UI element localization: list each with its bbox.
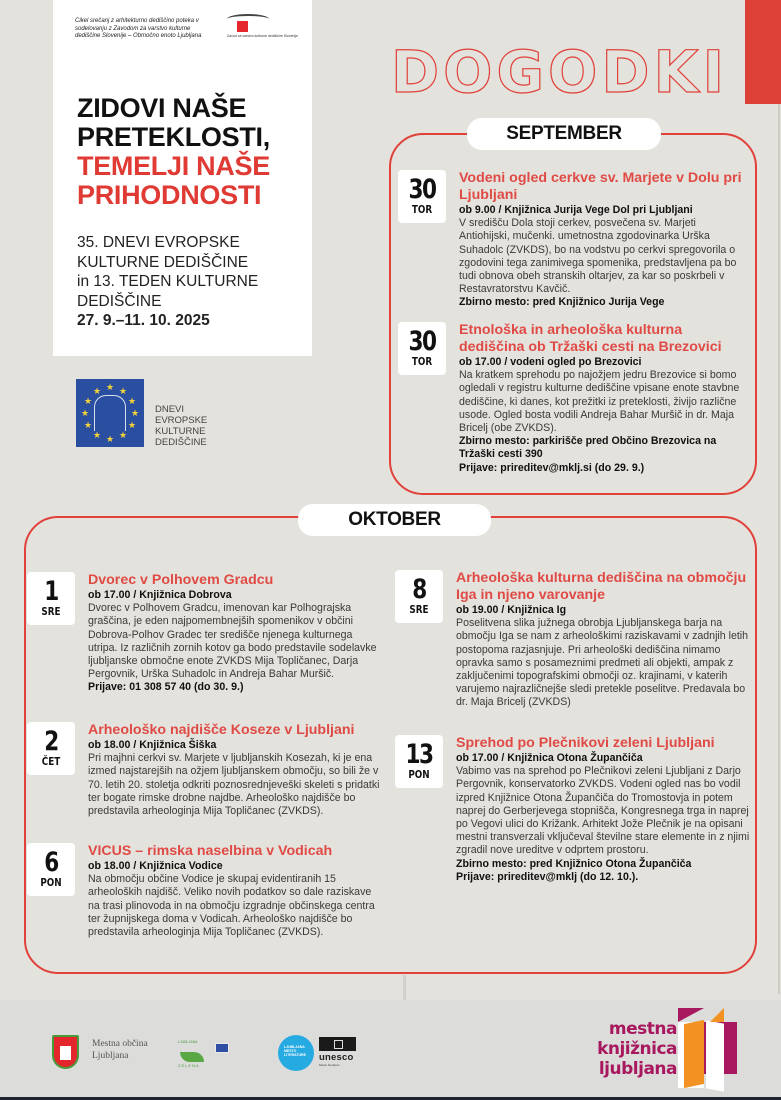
event-title: VICUS – rimska naselbina v Vodicah: [88, 843, 333, 859]
date-weekday: TOR: [411, 355, 433, 368]
event-description: Dvorec v Polhovem Gradcu, imenovan kar Polhograjska graščina, je eden najpomembnejših spomenikov v občini Dobrova-Polhov Gradec ter središče njenega kulturnega utripa. Iz različnih zornih kotov ga bodo predstavile sodelavke ljubljanske območne enote ZVKDS Mija Topličanec, Darja Pergovnik, Urška Suhadolc in Andreja Bahar Muršič.: [88, 602, 377, 681]
red-accent-bar: [745, 0, 781, 104]
event-body: [459, 322, 749, 475]
date-badge: [395, 735, 443, 788]
date-number: 8: [412, 574, 426, 605]
ljubljana-coat-of-arms-icon: [52, 1035, 79, 1069]
event-meeting-point: Zbirno mesto: parkirišče pred Občino Brezovica na Tržaški cesti 390: [459, 435, 717, 461]
mkl-line: knjižnica: [597, 1039, 677, 1059]
event-description: Pri majhni cerkvi sv. Marjete v ljubljanskih Kosezah, ki je ena izmed najstarejših na ožjem ljubljanskem območju, so bili že v 70. letih 20. stoletja odkriti poznosrednjeveški skeleti s pridatki ter bogate rimske drobne najdbe. Arheološko najdišče bo predstavila arheologinja Mija Topličanec (ZVKDS).: [88, 752, 380, 818]
zvkds-arc-icon: [227, 14, 269, 24]
event-time-location: ob 18.00 / Knjižnica Šiška: [88, 739, 217, 751]
edk-line: EVROPSKE: [155, 415, 208, 426]
date-number: 1: [44, 576, 58, 607]
date-badge: [398, 322, 446, 375]
date-number: 30: [408, 174, 436, 205]
section-title: DOGODKI: [391, 38, 729, 106]
title-card: [53, 0, 312, 356]
event-description: V središču Dola stoji cerkev, posvečena sv. Marjeti Antiohijski, mučenki. umetnostna zgodovinarka Urška Suhadolc (ZVKDS), bo na vodstvu po cerkvi spregovorila o zgodovini tega zanimivega spomenika, predstavljena pa bo tudi obnova obeh stranskih oltarjev, za kar so poskrbeli v Restavratorstvu Kavčič.: [459, 217, 737, 296]
title-line-2: PRETEKLOSTI,: [77, 122, 270, 152]
date-weekday: ČET: [41, 755, 61, 768]
event-dates: 27. 9.–11. 10. 2025: [77, 312, 210, 329]
event-body: [459, 170, 747, 310]
event-time-location: ob 19.00 / Knjižnica Ig: [456, 604, 567, 616]
footer-logos: [0, 1000, 781, 1100]
event-body: [88, 843, 380, 939]
mol-line: Mestna občina: [92, 1039, 148, 1049]
date-weekday: SRE: [41, 605, 61, 618]
date-number: 2: [44, 726, 58, 757]
mkl-wordmark: [595, 1019, 677, 1079]
cycle-note: Cikel srečanj z arhitekturno dediščino poteka v sodelovanju z Zavodom za varstvo kulturne dediščine Slovenije – Območno enoto Ljubljana: [75, 18, 202, 39]
mkl-line: ljubljana: [598, 1059, 677, 1079]
event-body: [88, 722, 380, 818]
date-badge: [27, 722, 75, 775]
date-weekday: SRE: [409, 603, 429, 616]
subtitle-line-4: DEDIŠČINE: [77, 292, 162, 310]
mestna-knjiznica-ljubljana-logo: [590, 1005, 740, 1091]
main-title: [77, 94, 307, 210]
unesco-temple-icon: [319, 1037, 356, 1051]
event-time-location: ob 17.00 / Knjižnica Otona Župančiča: [456, 752, 643, 764]
event-body: [456, 570, 751, 710]
event-body: [88, 572, 380, 695]
subtitle-line-2: KULTURNE DEDIŠČINE: [77, 253, 249, 271]
title-line-1: ZIDOVI NAŠE: [77, 93, 247, 123]
event-description: Na kratkem sprehodu po najožjem jedru Brezovice si bomo ogledali v registru kulturne dediščine vpisane enote stavbne dediščine, ki danes, kot prežitki iz preteklosti, živijo različne usode. Ogled bosta vodili Andreja Bahar Muršič in dr. Maja Bricelj (obe ZVKDS).: [459, 369, 740, 435]
eu-stars-flag-icon: ★ ★ ★ ★ ★ ★ ★ ★ ★ ★ ★ ★: [76, 379, 144, 447]
zelena-bottom-text: ZELENA: [178, 1063, 200, 1068]
event-registration: Prijave: prireditev@mklj (do 12. 10.).: [456, 870, 639, 883]
mkl-line: mestna: [608, 1019, 677, 1039]
event-time-location: ob 17.00 / vodeni ogled po Brezovici: [459, 356, 642, 368]
event-time-location: ob 18.00 / Knjižnica Vodice: [88, 860, 223, 872]
event-title: Etnološka in arheološka kulturna dediščina ob Tržaški cesti na Brezovici: [459, 322, 722, 355]
subtitle-line-1: 35. DNEVI EVROPSKE: [77, 234, 240, 251]
zvkds-square-icon: [237, 21, 248, 32]
date-number: 30: [408, 326, 436, 357]
date-weekday: TOR: [411, 203, 433, 216]
title-line-3: TEMELJI NAŠE: [77, 151, 270, 181]
eu-flag-icon: [215, 1043, 229, 1053]
subtitle-line-3: in 13. TEDEN KULTURNE: [77, 273, 259, 290]
subtitle: [77, 233, 307, 331]
event-title: Arheološka kulturna dediščina na območju Iga in njeno varovanje: [456, 570, 747, 603]
event-body: [456, 735, 751, 884]
event-description: Vabimo vas na sprehod po Plečnikovi zeleni Ljubljani z Darjo Pergovnik, konservatorko ZVKDS. Vodeni ogled nas bo vodil izpred Knjižnice Otona Župančiča do Tromostovja in potem naprej do Gerberjevega stopnišča, Kongresnega trga in naprej po Vegovi ulici do Križank. Arhitekt Jože Plečnik je na opisani mestni transverzali vključeval številne stare elemente in z njimi zgradil nove ureditve v odprtem prostoru.: [456, 765, 750, 857]
event-registration: Prijave: 01 308 57 40 (do 30. 9.): [88, 681, 244, 694]
date-weekday: PON: [408, 768, 430, 781]
event-title: Vodeni ogled cerkve sv. Marjete v Dolu pri Ljubljani: [459, 170, 742, 203]
date-number: 6: [44, 847, 58, 878]
zvkds-logo: [227, 14, 307, 48]
event-description: Poselitvena slika južnega obrobja Ljubljanskega barja na območju Iga se nam z arheološkimi raziskavami v zadnjih letih postopoma razjasnjuje. Pri arheološki dediščina nimamo opravka samo s posameznimi predmeti ali objekti, ampak z zaključenimi topografskimi območji oz. krajinami, v katerih varujemo najrazličnejše sledi pretekle poselitve. Predavala bo dr. Maja Bricelj (ZVKDS): [456, 617, 749, 709]
event-time-location: ob 17.00 / Knjižnica Dobrova: [88, 589, 232, 601]
edk-line: DEDIŠČINE: [155, 437, 207, 448]
mestna-obcina-ljubljana-logo: [52, 1035, 172, 1071]
zvkds-logo-text: Zavod za varstvo kulturne dediščine Slovenije: [227, 34, 299, 38]
date-badge: [395, 570, 443, 623]
event-title: Arheološko najdišče Koseze v Ljubljani: [88, 722, 355, 738]
zelena-ljubljana-logo: [178, 1038, 206, 1072]
edk-logo-text: [155, 404, 207, 448]
event-meeting-point: Zbirno mesto: pred Knjižnico Otona Župančiča: [456, 857, 692, 870]
date-number: 13: [405, 739, 433, 770]
castle-icon: [94, 395, 126, 431]
event-meeting-point: Zbirno mesto: pred Knjižnico Jurija Vege: [459, 296, 665, 309]
edk-line: KULTURNE: [155, 426, 206, 437]
mol-line: Ljubljana: [92, 1051, 129, 1061]
right-edge-divider: [778, 104, 780, 994]
unesco-caption: Mesto literature: [319, 1063, 340, 1067]
event-registration: Prijave: prireditev@mklj.si (do 29. 9.): [459, 461, 645, 474]
unesco-logo: [319, 1037, 359, 1073]
european-heritage-days-logo: [76, 379, 246, 447]
date-badge: [398, 170, 446, 223]
edk-line: DNEVI: [155, 404, 185, 415]
event-title: Dvorec v Polhovem Gradcu: [88, 572, 274, 588]
event-time-location: ob 9.00 / Knjižnica Jurija Vege Dol pri Ljubljani: [459, 204, 693, 216]
mol-text: [92, 1038, 148, 1062]
date-weekday: PON: [40, 876, 62, 889]
open-book-icon: [678, 1008, 738, 1090]
month-label-october: OKTOBER: [298, 504, 491, 536]
leaf-icon: [180, 1052, 204, 1062]
ljubljana-city-of-literature-logo: [278, 1035, 314, 1071]
unesco-wordmark: unesco: [319, 1052, 354, 1063]
month-label-september: SEPTEMBER: [467, 118, 661, 150]
zelena-top-text: LJUBLJANA: [178, 1040, 198, 1044]
event-description: Na območju občine Vodice je skupaj evidentiranih 15 arheoloških najdišč. Veliko novih podatkov so dale raziskave na trasi plinovoda in na območju izgradnje občinskega centra ter župnijskega doma v Vodicah. Arheološko najdišče bo predstavila arheologinja Mija Topličanec (ZVKDS).: [88, 873, 375, 939]
date-badge: [27, 843, 75, 896]
column-divider: [403, 975, 406, 1000]
date-badge: [27, 572, 75, 625]
event-title: Sprehod po Plečnikovi zeleni Ljubljani: [456, 735, 715, 751]
title-line-4: PRIHODNOSTI: [77, 180, 262, 210]
lj-circle-text: LJUBLJANA MESTO LITERATURE: [284, 1045, 306, 1057]
